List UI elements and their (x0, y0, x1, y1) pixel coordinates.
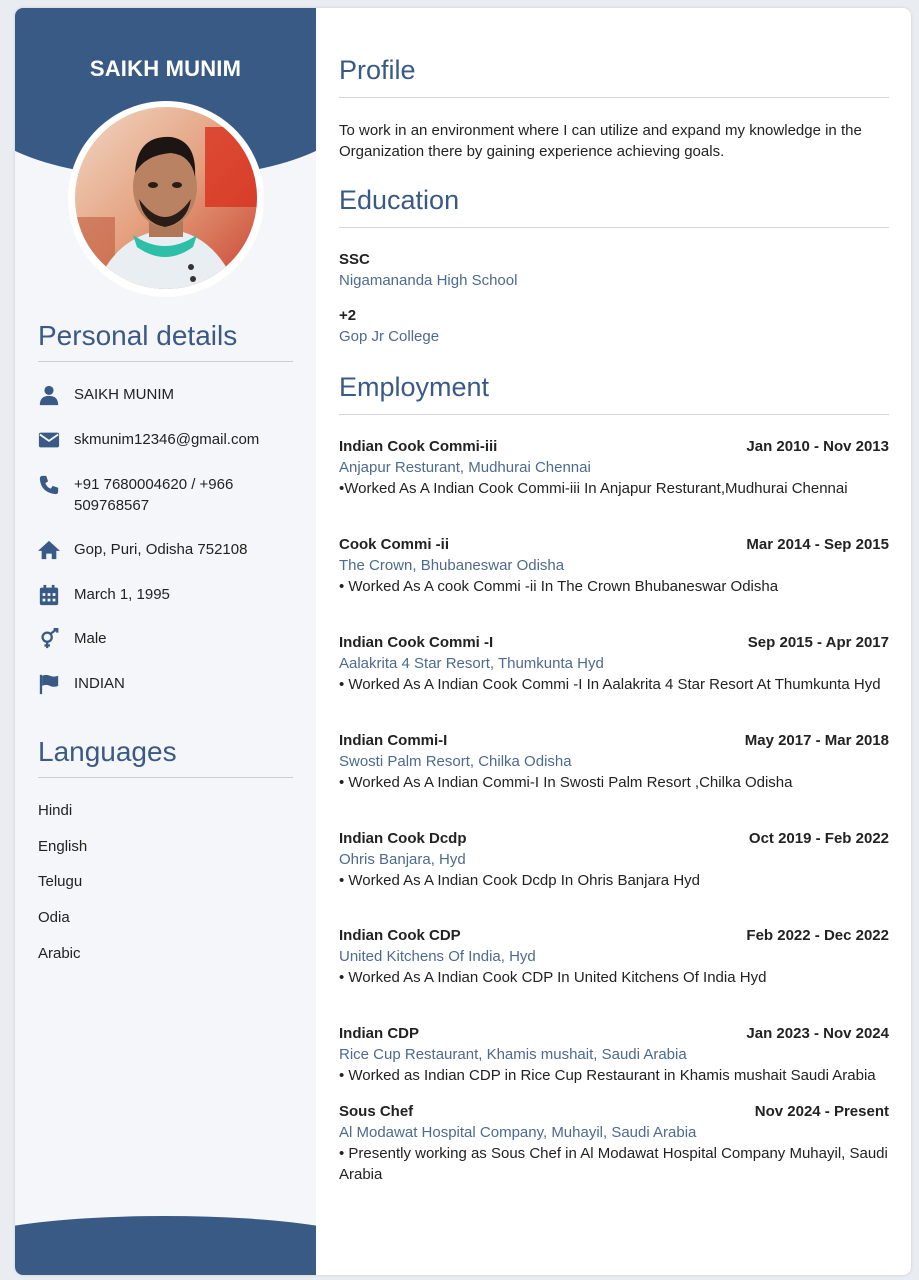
education-title: SSC (339, 251, 370, 268)
job-dates: Oct 2019 - Feb 2022 (748, 830, 889, 847)
job-title: Indian Cook Dcdp (339, 830, 467, 847)
education-school: Gop Jr College (339, 328, 440, 345)
job-entry (339, 436, 889, 499)
job-dates: Jan 2023 - Nov 2024 (746, 1025, 889, 1042)
job-company: Ohris Banjara, Hyd (339, 851, 466, 868)
job-company: United Kitchens Of India, Hyd (339, 948, 536, 965)
calendar-icon (38, 584, 60, 606)
job-title: Cook Commi -ii (339, 536, 450, 553)
person-icon (38, 384, 60, 406)
job-description: • Worked As A cook Commi -ii In The Crown Bhubaneswar Odisha (339, 578, 779, 595)
job-title: Indian Cook Commi-iii (339, 438, 498, 455)
job-company: Aalakrita 4 Star Resort, Thumkunta Hyd (339, 655, 604, 672)
job-description: • Worked As A Indian Cook Dcdp In Ohris Banjara Hyd (339, 872, 700, 889)
divider (38, 361, 293, 362)
profile-summary: To work in an environment where I can utilize and expand my knowledge in the Organization there by gaining experience achieving goals. (339, 122, 862, 160)
personal-dob-row (38, 584, 298, 606)
job-description: • Worked As A Indian Commi-I In Swosti Palm Resort ,Chilka Odisha (339, 774, 793, 791)
sidebar (15, 8, 316, 1275)
job-description: • Worked As A Indian Cook Commi -I In Aalakrita 4 Star Resort At Thumkunta Hyd (339, 676, 881, 693)
job-entry (339, 1023, 889, 1086)
job-description: • Worked as Indian CDP in Rice Cup Restaurant in Khamis mushait Saudi Arabia (339, 1067, 876, 1084)
job-entry (339, 632, 889, 695)
education-school: Nigamananda High School (339, 272, 518, 289)
gender-icon (38, 628, 60, 650)
divider (339, 97, 889, 98)
education-heading: Education (339, 185, 460, 215)
flag-icon (38, 673, 60, 695)
education-title: +2 (339, 307, 357, 324)
personal-gender: Male (74, 630, 107, 647)
personal-nationality: INDIAN (74, 675, 125, 692)
language-item: Odia (38, 909, 70, 926)
home-icon (38, 539, 60, 561)
resume-page (15, 8, 911, 1275)
personal-nationality-row (38, 673, 298, 695)
job-company: Anjapur Resturant, Mudhurai Chennai (339, 459, 591, 476)
divider (339, 414, 889, 415)
personal-phone: +91 7680004620 / +966 509768567 (74, 476, 234, 514)
profile-photo (75, 107, 257, 289)
job-entry (339, 1101, 889, 1185)
job-title: Indian Cook Commi -I (339, 634, 494, 651)
language-item: English (38, 838, 88, 855)
sidebar-footer-band (15, 1216, 316, 1275)
language-item: Hindi (38, 802, 73, 819)
personal-name: SAIKH MUNIM (74, 386, 175, 403)
job-entry (339, 925, 889, 988)
profile-heading: Profile (339, 55, 416, 85)
job-title: Indian Commi-I (339, 732, 448, 749)
job-company: The Crown, Bhubaneswar Odisha (339, 557, 565, 574)
job-company: Al Modawat Hospital Company, Muhayil, Saudi Arabia (339, 1124, 697, 1141)
job-description: • Worked As A Indian Cook CDP In United Kitchens Of India Hyd (339, 969, 767, 986)
candidate-name: SAIKH MUNIM (89, 56, 242, 81)
job-description: •Worked As A Indian Cook Commi-iii In Anjapur Resturant,Mudhurai Chennai (339, 480, 848, 497)
personal-address: Gop, Puri, Odisha 752108 (74, 541, 248, 558)
job-title: Indian Cook CDP (339, 927, 461, 944)
job-dates: Nov 2024 - Present (754, 1103, 889, 1120)
job-dates: Sep 2015 - Apr 2017 (747, 634, 889, 651)
job-dates: Jan 2010 - Nov 2013 (746, 438, 889, 455)
employment-heading: Employment (339, 372, 490, 402)
job-company: Swosti Palm Resort, Chilka Odisha (339, 753, 572, 770)
personal-email: skmunim12346@gmail.com (74, 431, 260, 448)
personal-dob: March 1, 1995 (74, 586, 170, 603)
job-title: Sous Chef (339, 1103, 414, 1120)
language-item: Arabic (38, 945, 81, 962)
envelope-icon (38, 429, 60, 451)
personal-details-heading: Personal details (38, 320, 238, 351)
personal-email-row (38, 429, 298, 451)
language-item: Telugu (38, 873, 83, 890)
job-title: Indian CDP (339, 1025, 420, 1042)
divider (339, 227, 889, 228)
divider (38, 777, 293, 778)
personal-name-row (38, 384, 298, 406)
job-dates: May 2017 - Mar 2018 (744, 732, 889, 749)
job-entry (339, 534, 889, 597)
languages-heading: Languages (38, 736, 177, 767)
job-dates: Feb 2022 - Dec 2022 (746, 927, 889, 944)
job-dates: Mar 2014 - Sep 2015 (746, 536, 889, 553)
personal-address-row (38, 539, 298, 561)
phone-icon (38, 474, 60, 496)
job-entry (339, 828, 889, 891)
job-description: • Presently working as Sous Chef in Al Modawat Hospital Company Muhayil, Saudi Arabia (339, 1145, 888, 1183)
personal-phone-row (38, 474, 298, 516)
job-entry (339, 730, 889, 793)
job-company: Rice Cup Restaurant, Khamis mushait, Saudi Arabia (339, 1046, 687, 1063)
personal-gender-row (38, 628, 298, 650)
